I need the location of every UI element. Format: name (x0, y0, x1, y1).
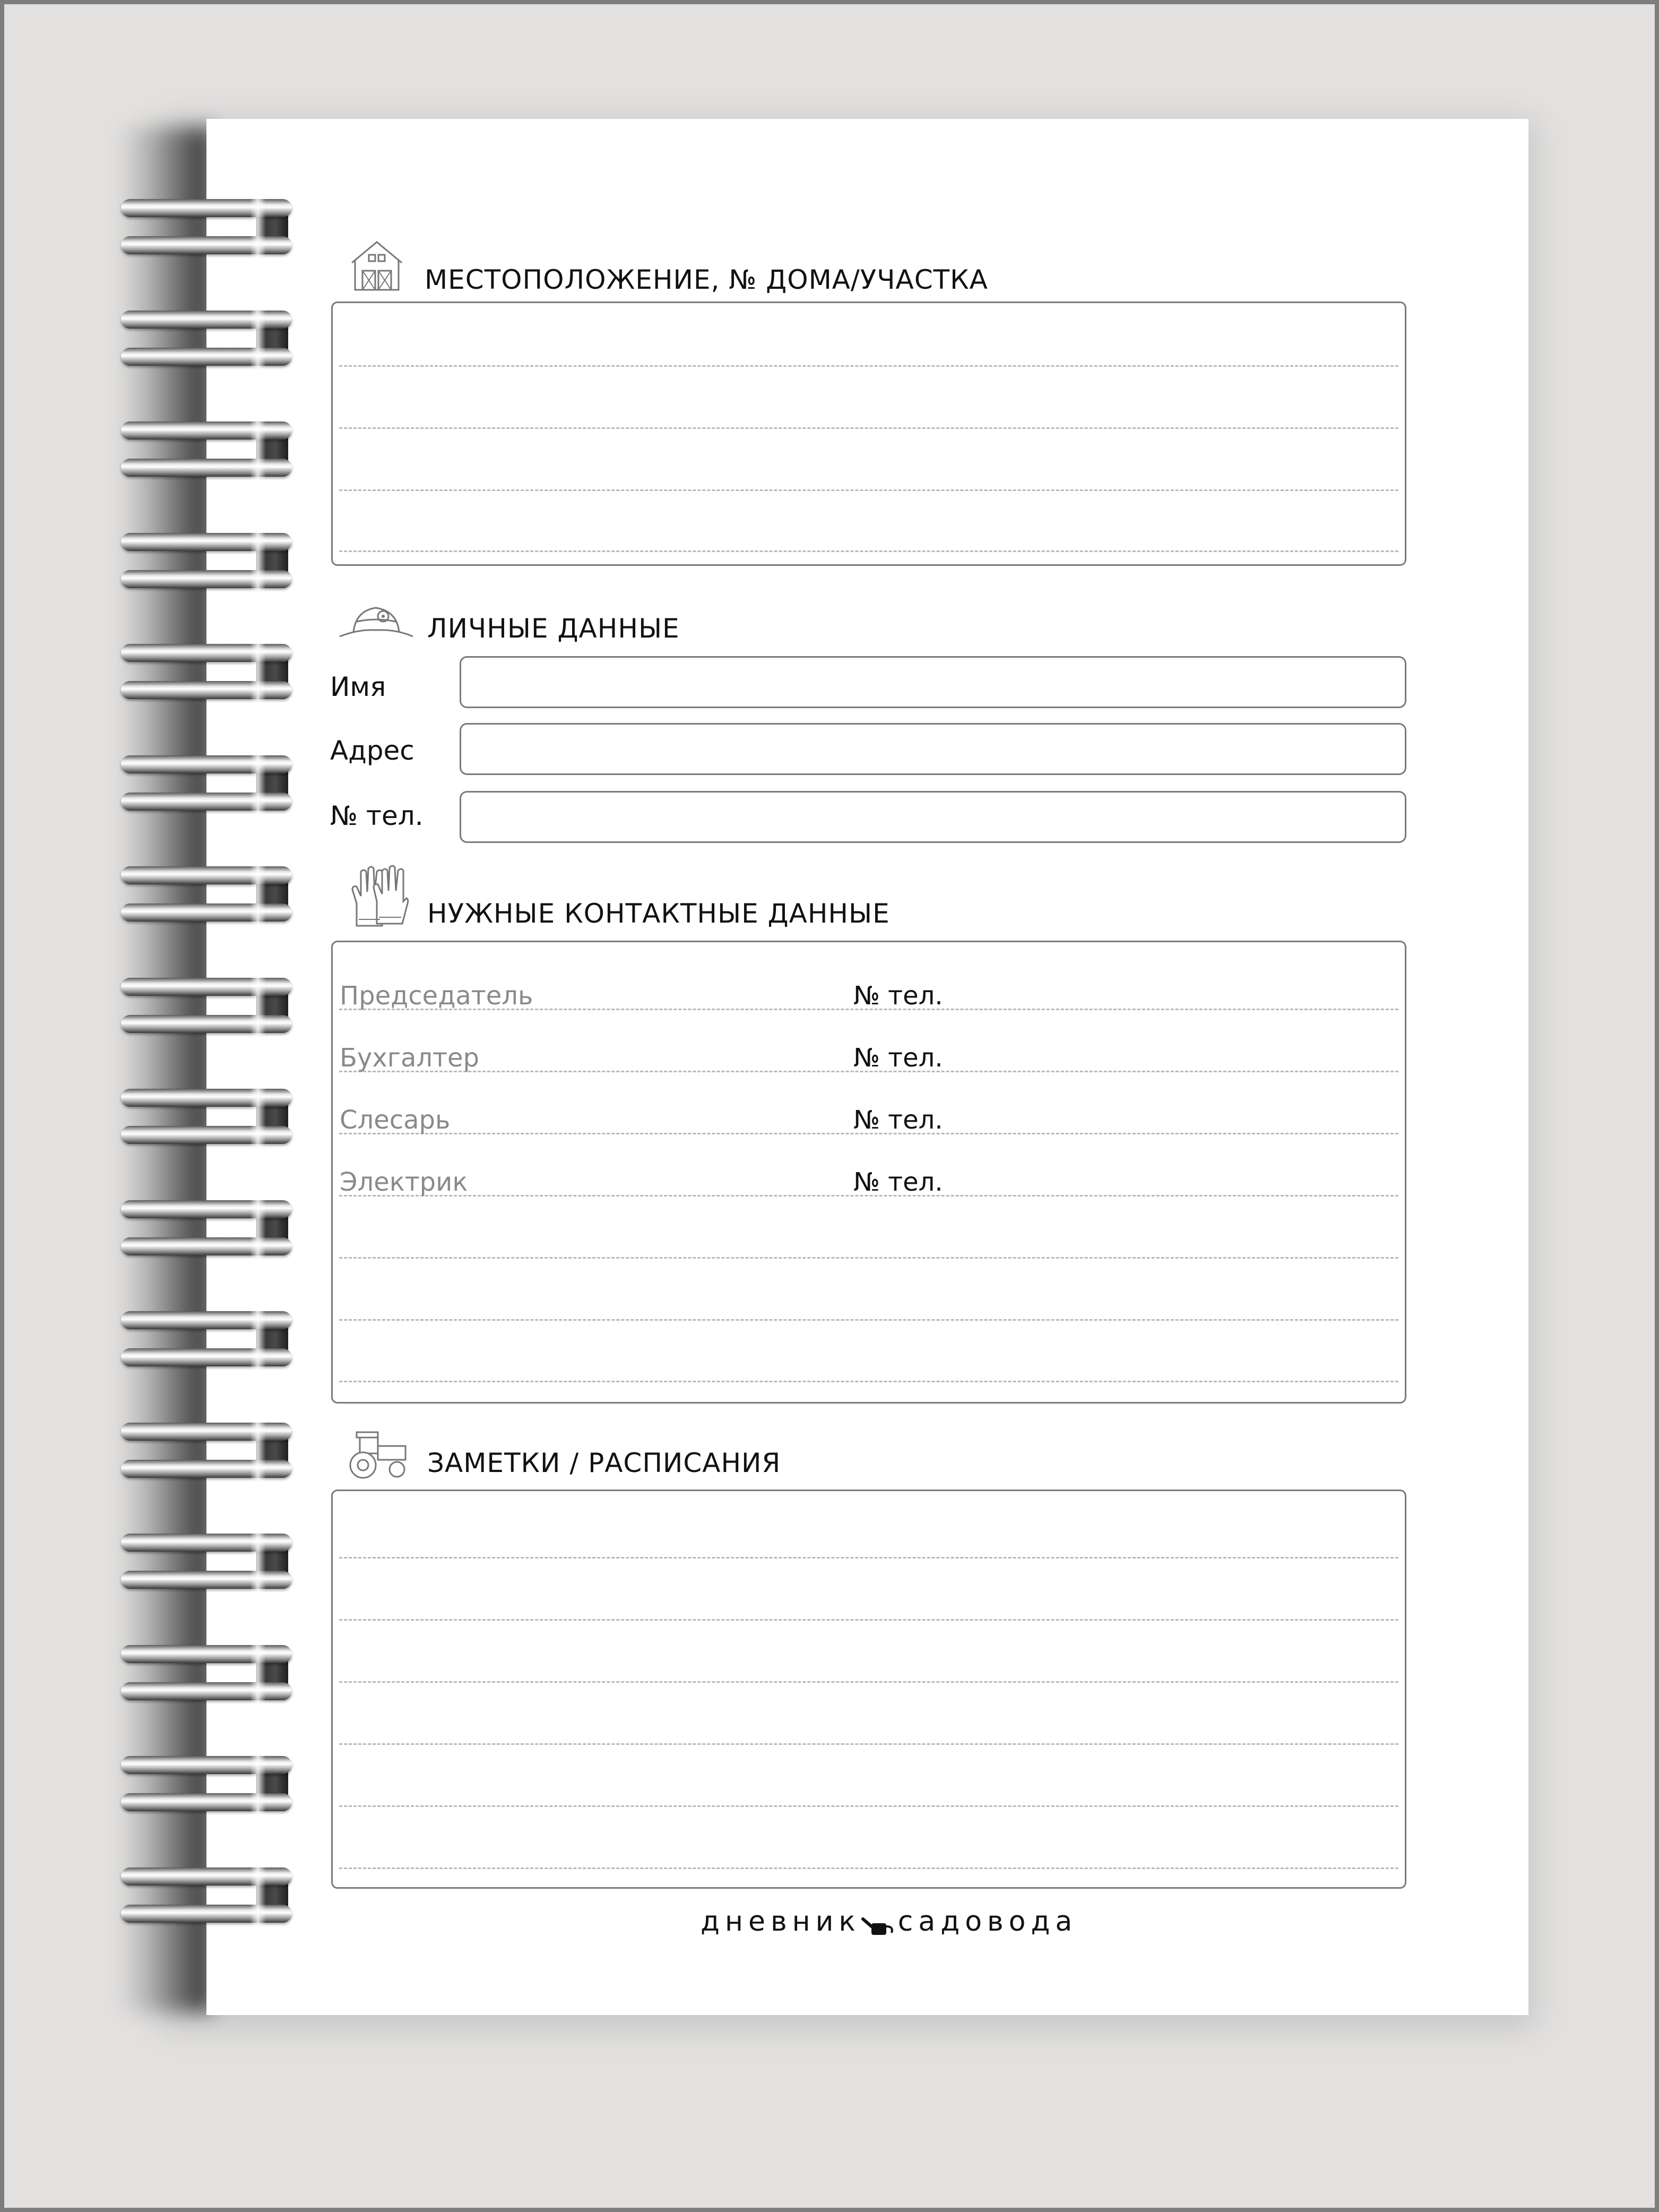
spiral-ring (121, 1311, 292, 1370)
phone-input[interactable] (460, 791, 1406, 843)
spiral-ring (121, 755, 292, 814)
ring-wire (121, 1571, 292, 1589)
ring-wire (121, 1311, 292, 1329)
writing-line (339, 427, 1398, 429)
ring-wire (121, 236, 292, 254)
ring-wire (121, 681, 292, 699)
ring-wire (121, 1348, 292, 1366)
contact-phone-label: № тел. (853, 1105, 943, 1135)
footer-brand (701, 1906, 1077, 1938)
writing-line (339, 550, 1398, 552)
ring-highlight (250, 199, 266, 257)
ring-wire (121, 1756, 292, 1774)
ring-wire (121, 1126, 292, 1144)
ring-highlight (250, 866, 266, 925)
ring-highlight (250, 755, 266, 814)
writing-line (339, 1257, 1398, 1259)
ring-highlight (250, 421, 266, 480)
ring-wire (121, 1237, 292, 1255)
location-box[interactable] (331, 302, 1406, 566)
ring-highlight (250, 978, 266, 1036)
ring-highlight (250, 1867, 266, 1926)
location-section-title: МЕСТОПОЛОЖЕНИЕ, № ДОМА/УЧАСТКА (425, 264, 988, 295)
ring-highlight (250, 1311, 266, 1370)
writing-line (339, 365, 1398, 367)
ring-wire (121, 1793, 292, 1811)
ring-highlight (250, 1089, 266, 1147)
spiral-ring (121, 1534, 292, 1592)
contact-phone-label: № тел. (853, 1043, 943, 1073)
spiral-ring (121, 1089, 292, 1147)
writing-line (339, 489, 1398, 491)
spiral-ring (121, 978, 292, 1036)
contact-name: Бухгалтер (340, 1043, 480, 1073)
ring-wire (121, 199, 292, 217)
ring-wire (121, 903, 292, 922)
contact-name: Слесарь (340, 1105, 451, 1135)
ring-highlight (250, 533, 266, 591)
ring-highlight (250, 1756, 266, 1814)
footer-word-right: садовода (897, 1906, 1078, 1938)
writing-line (339, 1381, 1398, 1382)
contacts-section-title: НУЖНЫЕ КОНТАКТНЫЕ ДАННЫЕ (427, 898, 890, 929)
ring-wire (121, 1200, 292, 1218)
contact-name: Председатель (340, 981, 533, 1011)
spiral-ring (121, 311, 292, 369)
contact-phone-label: № тел. (853, 981, 943, 1011)
ring-highlight (250, 1645, 266, 1703)
name-input[interactable] (460, 656, 1406, 708)
writing-line (339, 1805, 1398, 1807)
spiral-ring (121, 866, 292, 925)
ring-wire (121, 459, 292, 477)
ring-highlight (250, 1200, 266, 1259)
spiral-ring (121, 1756, 292, 1814)
spiral-ring (121, 199, 292, 257)
ring-wire (121, 1905, 292, 1923)
personal-section-title: ЛИЧНЫЕ ДАННЫЕ (427, 613, 680, 644)
address-label: Адрес (330, 735, 414, 766)
ring-wire (121, 311, 292, 329)
ring-wire (121, 1089, 292, 1107)
ring-highlight (250, 1534, 266, 1592)
ring-wire (121, 533, 292, 551)
contact-phone-label: № тел. (853, 1167, 943, 1197)
writing-line (339, 1619, 1398, 1621)
garden-hat-icon (338, 597, 415, 642)
footer-word-left: дневник (701, 1906, 861, 1938)
ring-wire (121, 1460, 292, 1478)
writing-line (339, 1743, 1398, 1745)
writing-line (339, 1867, 1398, 1869)
writing-line (339, 1557, 1398, 1559)
spiral-ring (121, 644, 292, 702)
ring-wire (121, 1682, 292, 1700)
writing-line (339, 1319, 1398, 1321)
notes-section-title: ЗАМЕТКИ / РАСПИСАНИЯ (427, 1448, 781, 1478)
gloves-icon (349, 864, 410, 930)
ring-wire (121, 1015, 292, 1033)
ring-wire (121, 793, 292, 811)
spiral-ring (121, 1423, 292, 1481)
ring-wire (121, 421, 292, 440)
ring-highlight (250, 644, 266, 702)
name-label: Имя (330, 672, 386, 702)
ring-highlight (250, 1423, 266, 1481)
writing-line (339, 1681, 1398, 1683)
ring-wire (121, 755, 292, 773)
contact-name: Электрик (340, 1167, 468, 1197)
spiral-ring (121, 533, 292, 591)
ring-wire (121, 570, 292, 588)
phone-label: № тел. (330, 801, 424, 831)
spine-shadow (117, 127, 212, 2012)
spiral-ring (121, 1867, 292, 1926)
ring-wire (121, 978, 292, 996)
tractor-icon (346, 1428, 410, 1483)
ring-wire (121, 1645, 292, 1663)
ring-wire (121, 866, 292, 884)
barn-icon (348, 239, 406, 294)
ring-wire (121, 1423, 292, 1441)
address-input[interactable] (460, 723, 1406, 775)
ring-wire (121, 644, 292, 662)
spiral-ring (121, 421, 292, 480)
ring-wire (121, 1534, 292, 1552)
ring-wire (121, 1867, 292, 1886)
spiral-ring (121, 1645, 292, 1703)
ring-wire (121, 348, 292, 366)
spiral-ring (121, 1200, 292, 1259)
notes-box[interactable] (331, 1490, 1406, 1889)
ring-highlight (250, 311, 266, 369)
